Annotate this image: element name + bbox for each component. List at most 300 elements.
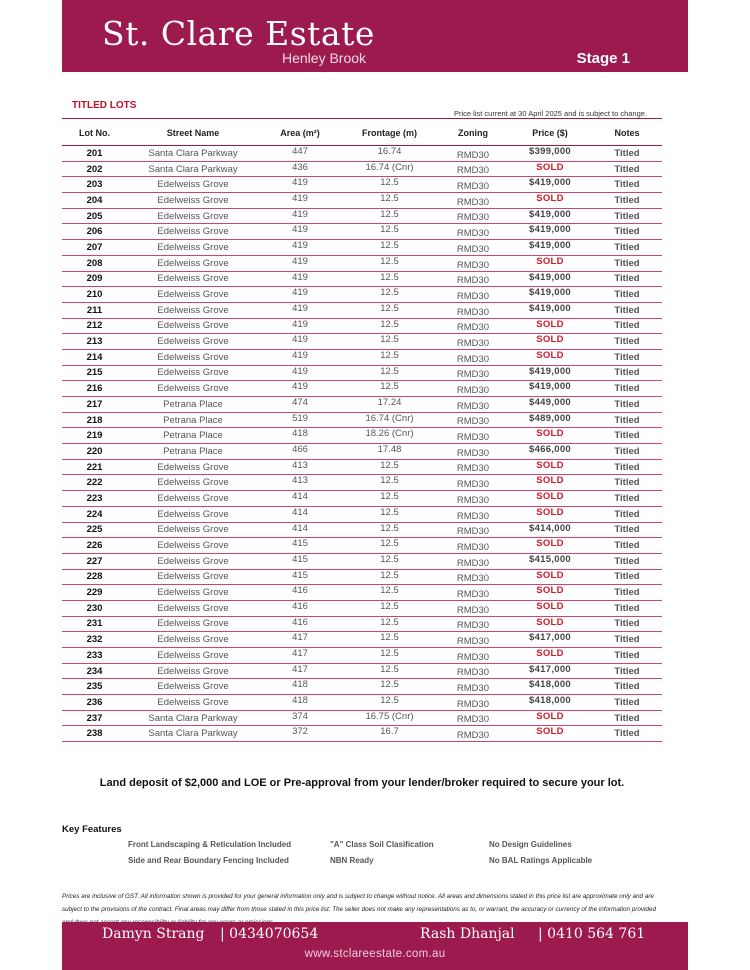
- lot-zoning: RMD30: [438, 287, 508, 303]
- lot-zoning: RMD30: [438, 334, 508, 350]
- lots-table: [62, 121, 662, 742]
- table-row: [62, 412, 662, 428]
- key-feature-item: Side and Rear Boundary Fencing Included: [128, 856, 289, 865]
- lot-notes: Titled: [592, 726, 662, 742]
- lot-area: 415: [259, 569, 341, 585]
- lot-number: 206: [62, 224, 127, 240]
- table-row: [62, 428, 662, 444]
- lot-number: 231: [62, 616, 127, 632]
- lot-number: 211: [62, 302, 127, 318]
- lot-price: SOLD: [508, 585, 592, 601]
- lot-frontage: 12.5: [341, 287, 438, 303]
- lot-notes: Titled: [592, 177, 662, 193]
- street-name: Santa Clara Parkway: [127, 161, 259, 177]
- table-row: [62, 600, 662, 616]
- lot-zoning: RMD30: [438, 632, 508, 648]
- lot-price: $419,000: [508, 177, 592, 193]
- lot-number: 225: [62, 522, 127, 538]
- lot-price: $399,000: [508, 146, 592, 162]
- table-row: [62, 538, 662, 554]
- lot-frontage: 12.5: [341, 193, 438, 209]
- lot-notes: Titled: [592, 553, 662, 569]
- lot-price: $419,000: [508, 381, 592, 397]
- lot-notes: Titled: [592, 491, 662, 507]
- lot-price: SOLD: [508, 569, 592, 585]
- table-row: [62, 585, 662, 601]
- lot-notes: Titled: [592, 616, 662, 632]
- agent-1-name: Damyn Strang: [102, 926, 205, 942]
- lot-price: $417,000: [508, 663, 592, 679]
- lot-number: 228: [62, 569, 127, 585]
- lot-frontage: 12.5: [341, 538, 438, 554]
- lot-zoning: RMD30: [438, 648, 508, 664]
- lot-number: 223: [62, 491, 127, 507]
- table-row: [62, 475, 662, 491]
- lot-area: 413: [259, 475, 341, 491]
- street-name: Edelweiss Grove: [127, 318, 259, 334]
- lot-area: 413: [259, 459, 341, 475]
- lot-notes: Titled: [592, 302, 662, 318]
- table-row: [62, 177, 662, 193]
- lot-number: 218: [62, 412, 127, 428]
- lot-notes: Titled: [592, 569, 662, 585]
- lot-frontage: 12.5: [341, 177, 438, 193]
- street-name: Edelweiss Grove: [127, 663, 259, 679]
- street-name: Edelweiss Grove: [127, 695, 259, 711]
- lot-price: $414,000: [508, 522, 592, 538]
- table-row: [62, 208, 662, 224]
- lot-zoning: RMD30: [438, 365, 508, 381]
- lot-price: $419,000: [508, 224, 592, 240]
- table-row: [62, 710, 662, 726]
- lot-area: 416: [259, 585, 341, 601]
- lot-area: 414: [259, 491, 341, 507]
- lot-notes: Titled: [592, 695, 662, 711]
- header-banner: [62, 0, 688, 72]
- stage-label: Stage 1: [576, 50, 630, 67]
- street-name: Edelweiss Grove: [127, 302, 259, 318]
- table-header-row: [62, 121, 662, 146]
- lot-notes: Titled: [592, 161, 662, 177]
- table-row: [62, 349, 662, 365]
- lot-zoning: RMD30: [438, 255, 508, 271]
- lot-frontage: 12.5: [341, 663, 438, 679]
- table-row: [62, 506, 662, 522]
- street-name: Santa Clara Parkway: [127, 710, 259, 726]
- street-name: Edelweiss Grove: [127, 679, 259, 695]
- table-row: [62, 146, 662, 162]
- lot-frontage: 12.5: [341, 365, 438, 381]
- street-name: Edelweiss Grove: [127, 349, 259, 365]
- lot-frontage: 12.5: [341, 569, 438, 585]
- lot-frontage: 12.5: [341, 695, 438, 711]
- lot-number: 201: [62, 146, 127, 162]
- table-row: [62, 224, 662, 240]
- lot-price: $489,000: [508, 412, 592, 428]
- lot-notes: Titled: [592, 600, 662, 616]
- lot-zoning: RMD30: [438, 585, 508, 601]
- lot-area: 436: [259, 161, 341, 177]
- lot-area: 419: [259, 271, 341, 287]
- lot-number: 224: [62, 506, 127, 522]
- lot-number: 238: [62, 726, 127, 742]
- lot-notes: Titled: [592, 663, 662, 679]
- lot-frontage: 12.5: [341, 475, 438, 491]
- key-feature-item: "A" Class Soil Clasification: [330, 840, 434, 849]
- lot-area: 419: [259, 177, 341, 193]
- lot-zoning: RMD30: [438, 695, 508, 711]
- lot-area: 419: [259, 381, 341, 397]
- lot-price: SOLD: [508, 349, 592, 365]
- lot-notes: Titled: [592, 428, 662, 444]
- lot-area: 419: [259, 287, 341, 303]
- column-header: Street Name: [127, 121, 259, 146]
- lot-frontage: 12.5: [341, 255, 438, 271]
- street-name: Edelweiss Grove: [127, 208, 259, 224]
- lot-area: 417: [259, 648, 341, 664]
- lot-number: 207: [62, 240, 127, 256]
- lot-frontage: 16.74 (Cnr): [341, 412, 438, 428]
- lot-notes: Titled: [592, 365, 662, 381]
- lot-frontage: 12.5: [341, 585, 438, 601]
- table-row: [62, 726, 662, 742]
- lot-notes: Titled: [592, 381, 662, 397]
- lot-number: 234: [62, 663, 127, 679]
- lot-notes: Titled: [592, 632, 662, 648]
- lot-number: 235: [62, 679, 127, 695]
- lot-price: SOLD: [508, 193, 592, 209]
- street-name: Edelweiss Grove: [127, 224, 259, 240]
- lot-area: 416: [259, 600, 341, 616]
- agent-2-name: Rash Dhanjal: [420, 926, 515, 942]
- lot-price: $449,000: [508, 397, 592, 413]
- table-row: [62, 397, 662, 413]
- lot-notes: Titled: [592, 271, 662, 287]
- lot-zoning: RMD30: [438, 146, 508, 162]
- street-name: Edelweiss Grove: [127, 193, 259, 209]
- lot-price: $417,000: [508, 632, 592, 648]
- lot-zoning: RMD30: [438, 616, 508, 632]
- street-name: Petrana Place: [127, 412, 259, 428]
- lot-area: 419: [259, 255, 341, 271]
- lot-number: 220: [62, 444, 127, 460]
- lot-notes: Titled: [592, 412, 662, 428]
- lot-price: $415,000: [508, 553, 592, 569]
- lot-zoning: RMD30: [438, 491, 508, 507]
- lot-price: $419,000: [508, 302, 592, 318]
- lot-frontage: 12.5: [341, 318, 438, 334]
- lot-notes: Titled: [592, 444, 662, 460]
- column-header: Notes: [592, 121, 662, 146]
- table-row: [62, 240, 662, 256]
- lot-area: 419: [259, 349, 341, 365]
- lot-price: $419,000: [508, 271, 592, 287]
- lot-frontage: 12.5: [341, 506, 438, 522]
- lot-frontage: 12.5: [341, 302, 438, 318]
- lot-area: 416: [259, 616, 341, 632]
- lot-area: 374: [259, 710, 341, 726]
- table-row: [62, 161, 662, 177]
- street-name: Edelweiss Grove: [127, 240, 259, 256]
- lot-price: SOLD: [508, 710, 592, 726]
- column-header: Zoning: [438, 121, 508, 146]
- street-name: Edelweiss Grove: [127, 177, 259, 193]
- lot-frontage: 12.5: [341, 491, 438, 507]
- lot-price: $419,000: [508, 240, 592, 256]
- lot-frontage: 12.5: [341, 240, 438, 256]
- lot-frontage: 16.74 (Cnr): [341, 161, 438, 177]
- lot-area: 447: [259, 146, 341, 162]
- table-row: [62, 193, 662, 209]
- lot-notes: Titled: [592, 318, 662, 334]
- lot-zoning: RMD30: [438, 318, 508, 334]
- lot-number: 213: [62, 334, 127, 350]
- lot-notes: Titled: [592, 679, 662, 695]
- lot-notes: Titled: [592, 224, 662, 240]
- website-link[interactable]: www.stclareestate.com.au: [304, 948, 446, 960]
- table-row: [62, 255, 662, 271]
- top-divider: [62, 118, 662, 119]
- lot-price: $419,000: [508, 365, 592, 381]
- lot-area: 415: [259, 538, 341, 554]
- street-name: Edelweiss Grove: [127, 381, 259, 397]
- lot-area: 414: [259, 522, 341, 538]
- lot-price: SOLD: [508, 491, 592, 507]
- lot-zoning: RMD30: [438, 679, 508, 695]
- lot-number: 221: [62, 459, 127, 475]
- street-name: Petrana Place: [127, 428, 259, 444]
- lot-zoning: RMD30: [438, 475, 508, 491]
- lot-area: 414: [259, 506, 341, 522]
- lot-frontage: 12.5: [341, 334, 438, 350]
- lot-frontage: 12.5: [341, 616, 438, 632]
- lot-frontage: 12.5: [341, 632, 438, 648]
- lot-price: SOLD: [508, 600, 592, 616]
- price-note: Price list current at 30 April 2025 and is subject to change.: [454, 109, 648, 118]
- lot-area: 418: [259, 695, 341, 711]
- lot-price: $419,000: [508, 287, 592, 303]
- lot-zoning: RMD30: [438, 428, 508, 444]
- key-feature-item: Front Landscaping & Reticulation Included: [128, 840, 292, 849]
- lot-number: 215: [62, 365, 127, 381]
- lot-frontage: 16.74: [341, 146, 438, 162]
- lot-price: $419,000: [508, 208, 592, 224]
- lot-area: 419: [259, 318, 341, 334]
- lot-zoning: RMD30: [438, 381, 508, 397]
- lot-zoning: RMD30: [438, 522, 508, 538]
- lot-zoning: RMD30: [438, 538, 508, 554]
- lot-area: 466: [259, 444, 341, 460]
- street-name: Petrana Place: [127, 397, 259, 413]
- lot-area: 419: [259, 208, 341, 224]
- lot-frontage: 12.5: [341, 271, 438, 287]
- lot-number: 226: [62, 538, 127, 554]
- table-row: [62, 444, 662, 460]
- table-row: [62, 522, 662, 538]
- lot-area: 474: [259, 397, 341, 413]
- lot-price: $418,000: [508, 695, 592, 711]
- lot-frontage: 12.5: [341, 349, 438, 365]
- lot-area: 519: [259, 412, 341, 428]
- lot-notes: Titled: [592, 459, 662, 475]
- section-title: TITLED LOTS: [72, 100, 137, 111]
- lot-notes: Titled: [592, 397, 662, 413]
- table-row: [62, 663, 662, 679]
- lot-price: $466,000: [508, 444, 592, 460]
- lot-frontage: 16.75 (Cnr): [341, 710, 438, 726]
- lot-zoning: RMD30: [438, 193, 508, 209]
- lot-number: 208: [62, 255, 127, 271]
- lot-price: SOLD: [508, 616, 592, 632]
- lot-number: 219: [62, 428, 127, 444]
- table-row: [62, 365, 662, 381]
- street-name: Edelweiss Grove: [127, 538, 259, 554]
- column-header: Lot No.: [62, 121, 127, 146]
- street-name: Edelweiss Grove: [127, 648, 259, 664]
- column-header: Frontage (m): [341, 121, 438, 146]
- street-name: Edelweiss Grove: [127, 585, 259, 601]
- lot-notes: Titled: [592, 146, 662, 162]
- lot-price: SOLD: [508, 506, 592, 522]
- street-name: Edelweiss Grove: [127, 459, 259, 475]
- lot-notes: Titled: [592, 522, 662, 538]
- street-name: Edelweiss Grove: [127, 287, 259, 303]
- lot-price: SOLD: [508, 459, 592, 475]
- lot-price: SOLD: [508, 475, 592, 491]
- lot-number: 214: [62, 349, 127, 365]
- lot-frontage: 12.5: [341, 208, 438, 224]
- table-row: [62, 616, 662, 632]
- lot-zoning: RMD30: [438, 444, 508, 460]
- lot-frontage: 12.5: [341, 553, 438, 569]
- lot-frontage: 16.7: [341, 726, 438, 742]
- street-name: Edelweiss Grove: [127, 491, 259, 507]
- lot-notes: Titled: [592, 475, 662, 491]
- lot-number: 229: [62, 585, 127, 601]
- lot-frontage: 12.5: [341, 381, 438, 397]
- street-name: Edelweiss Grove: [127, 506, 259, 522]
- lot-frontage: 18.26 (Cnr): [341, 428, 438, 444]
- lot-number: 227: [62, 553, 127, 569]
- lot-zoning: RMD30: [438, 349, 508, 365]
- lot-zoning: RMD30: [438, 553, 508, 569]
- table-row: [62, 569, 662, 585]
- lot-zoning: RMD30: [438, 208, 508, 224]
- table-row: [62, 695, 662, 711]
- lot-area: 372: [259, 726, 341, 742]
- lot-notes: Titled: [592, 538, 662, 554]
- lot-notes: Titled: [592, 193, 662, 209]
- lot-area: 419: [259, 224, 341, 240]
- estate-title: St. Clare Estate: [102, 14, 375, 53]
- lot-area: 419: [259, 334, 341, 350]
- lot-area: 417: [259, 632, 341, 648]
- lot-notes: Titled: [592, 334, 662, 350]
- lot-zoning: RMD30: [438, 240, 508, 256]
- lot-price: $418,000: [508, 679, 592, 695]
- lot-notes: Titled: [592, 287, 662, 303]
- lot-price: SOLD: [508, 161, 592, 177]
- lot-frontage: 12.5: [341, 224, 438, 240]
- column-header: Area (m²): [259, 121, 341, 146]
- agent-1-phone[interactable]: | 0434070654: [220, 926, 319, 942]
- lot-area: 415: [259, 553, 341, 569]
- deposit-note: Land deposit of $2,000 and LOE or Pre-approval from your lender/broker required to secure your lot.: [99, 777, 625, 789]
- lot-number: 212: [62, 318, 127, 334]
- street-name: Santa Clara Parkway: [127, 726, 259, 742]
- key-feature-item: No BAL Ratings Applicable: [489, 856, 593, 865]
- lot-zoning: RMD30: [438, 161, 508, 177]
- table-row: [62, 271, 662, 287]
- street-name: Santa Clara Parkway: [127, 146, 259, 162]
- table-row: [62, 491, 662, 507]
- lot-notes: Titled: [592, 648, 662, 664]
- street-name: Edelweiss Grove: [127, 271, 259, 287]
- lot-frontage: 17.48: [341, 444, 438, 460]
- estate-location: Henley Brook: [282, 50, 367, 66]
- street-name: Petrana Place: [127, 444, 259, 460]
- lot-notes: Titled: [592, 255, 662, 271]
- lot-zoning: RMD30: [438, 459, 508, 475]
- agent-2-phone[interactable]: | 0410 564 761: [538, 926, 646, 942]
- lot-number: 222: [62, 475, 127, 491]
- lot-number: 233: [62, 648, 127, 664]
- street-name: Edelweiss Grove: [127, 553, 259, 569]
- lot-notes: Titled: [592, 710, 662, 726]
- lot-frontage: 12.5: [341, 522, 438, 538]
- lot-zoning: RMD30: [438, 224, 508, 240]
- lot-area: 419: [259, 365, 341, 381]
- lot-frontage: 12.5: [341, 459, 438, 475]
- lot-zoning: RMD30: [438, 177, 508, 193]
- lot-number: 210: [62, 287, 127, 303]
- lot-number: 217: [62, 397, 127, 413]
- lot-area: 418: [259, 679, 341, 695]
- lot-price: SOLD: [508, 538, 592, 554]
- key-feature-item: NBN Ready: [330, 856, 374, 865]
- lot-number: 232: [62, 632, 127, 648]
- lot-zoning: RMD30: [438, 600, 508, 616]
- lot-frontage: 12.5: [341, 648, 438, 664]
- lot-zoning: RMD30: [438, 569, 508, 585]
- lot-price: SOLD: [508, 428, 592, 444]
- lot-number: 203: [62, 177, 127, 193]
- lot-notes: Titled: [592, 506, 662, 522]
- footer-banner: [62, 922, 688, 970]
- lot-price: SOLD: [508, 255, 592, 271]
- column-header: Price ($): [508, 121, 592, 146]
- table-row: [62, 553, 662, 569]
- lot-notes: Titled: [592, 585, 662, 601]
- lot-number: 230: [62, 600, 127, 616]
- lot-price: SOLD: [508, 726, 592, 742]
- street-name: Edelweiss Grove: [127, 334, 259, 350]
- street-name: Edelweiss Grove: [127, 475, 259, 491]
- lot-area: 418: [259, 428, 341, 444]
- lot-notes: Titled: [592, 240, 662, 256]
- key-feature-item: No Design Guidelines: [489, 840, 572, 849]
- lot-frontage: 12.5: [341, 600, 438, 616]
- lot-zoning: RMD30: [438, 302, 508, 318]
- table-row: [62, 302, 662, 318]
- street-name: Edelweiss Grove: [127, 365, 259, 381]
- disclaimer: Prices are inclusive of GST. All information shown is provided for your general information only and is subject to change without notice. All areas and dimensions stated in this price list are approximate only and are subject to the provisions of the contract. Final areas may differ from those stated in this price list. The seller does not make any representations as to, or warrant, the accuracy or currency of the information provided: [62, 893, 656, 913]
- lot-price: SOLD: [508, 318, 592, 334]
- table-row: [62, 381, 662, 397]
- table-row: [62, 334, 662, 350]
- table-row: [62, 648, 662, 664]
- lot-number: 205: [62, 208, 127, 224]
